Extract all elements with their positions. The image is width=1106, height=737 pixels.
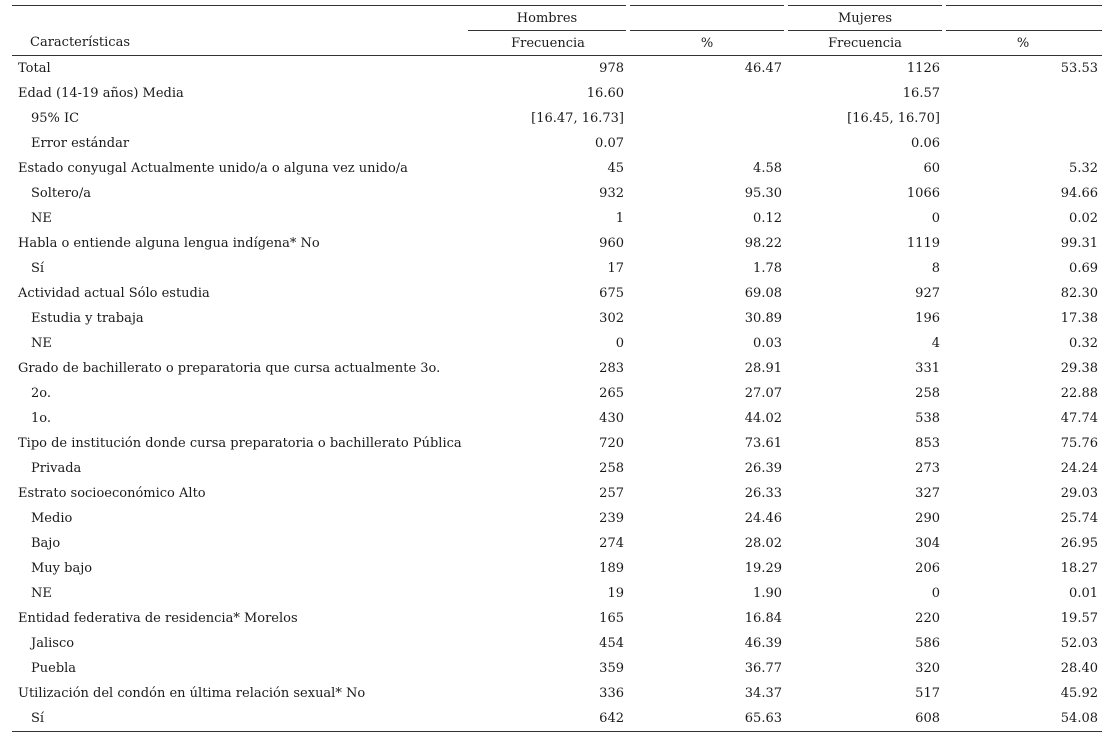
table-row [12, 606, 1102, 631]
table-row [12, 631, 1102, 656]
row-label: Habla o entiende alguna lengua indígena* No [18, 236, 320, 251]
mujeres-porcentaje-cell: 52.03 [1060, 636, 1098, 651]
mujeres-porcentaje-cell [944, 131, 1102, 156]
header-pct-hombres: % [628, 31, 786, 56]
hombres-frecuencia-cell: 265 [599, 386, 624, 401]
header-group-row [12, 6, 1102, 31]
mujeres-porcentaje-cell: 26.95 [1060, 536, 1098, 551]
mujeres-porcentaje-cell: 0.69 [1069, 261, 1098, 276]
mujeres-porcentaje-cell: 54.08 [944, 706, 1102, 732]
mujeres-porcentaje-cell: 19.57 [1060, 611, 1098, 626]
table-body [12, 56, 1102, 732]
mujeres-porcentaje-cell: 0.01 [1069, 586, 1098, 601]
mujeres-porcentaje-cell: 28.40 [1060, 661, 1098, 676]
hombres-frecuencia-cell: 336 [599, 686, 624, 701]
mujeres-porcentaje-cell: 29.38 [1060, 361, 1098, 376]
header-pct-mujeres: % [944, 31, 1102, 56]
mujeres-frecuencia-cell: 16.57 [902, 86, 940, 101]
mujeres-porcentaje-cell [944, 106, 1102, 131]
mujeres-porcentaje-cell: 17.38 [1060, 311, 1098, 326]
header-blank [12, 6, 468, 31]
mujeres-porcentaje-cell: 75.76 [1060, 436, 1098, 451]
mujeres-porcentaje-cell: 0.02 [1069, 211, 1098, 226]
table-row [12, 356, 1102, 381]
header-group-blank-2 [944, 6, 1102, 31]
hombres-porcentaje-cell: 4.58 [753, 161, 782, 176]
row-label: Jalisco [31, 636, 75, 651]
hombres-frecuencia-cell: [16.47, 16.73] [531, 111, 624, 126]
hombres-frecuencia-cell: 258 [599, 461, 624, 476]
hombres-porcentaje-cell: 44.02 [744, 411, 782, 426]
mujeres-frecuencia-cell: 853 [915, 436, 940, 451]
mujeres-frecuencia-cell: 320 [915, 661, 940, 676]
table-row [12, 231, 1102, 256]
data-table [12, 5, 1102, 732]
mujeres-frecuencia-cell: 206 [915, 561, 940, 576]
mujeres-porcentaje-cell: 22.88 [1060, 386, 1098, 401]
hombres-porcentaje-cell: 16.84 [744, 611, 782, 626]
table-row [12, 131, 1102, 156]
hombres-porcentaje-cell: 0.03 [753, 336, 782, 351]
table-row [12, 181, 1102, 206]
header-column-row [12, 31, 1102, 56]
row-label: NE [31, 211, 52, 226]
hombres-frecuencia-cell: 0 [615, 336, 624, 351]
mujeres-porcentaje-cell: 82.30 [1060, 286, 1098, 301]
hombres-frecuencia-cell: 17 [607, 261, 624, 276]
table-row [12, 281, 1102, 306]
hombres-frecuencia-cell: 302 [599, 311, 624, 326]
row-label: Tipo de institución donde cursa preparatoria o bachillerato Pública [18, 436, 462, 451]
hombres-porcentaje-cell: 34.37 [744, 686, 782, 701]
mujeres-frecuencia-cell: 4 [931, 336, 940, 351]
mujeres-porcentaje-cell: 29.03 [1060, 486, 1098, 501]
hombres-frecuencia-cell: 0.07 [595, 136, 624, 151]
hombres-porcentaje-cell: 26.33 [744, 486, 782, 501]
mujeres-frecuencia-cell: 331 [915, 361, 940, 376]
mujeres-frecuencia-cell: 290 [915, 511, 940, 526]
mujeres-porcentaje-cell: 99.31 [1060, 236, 1098, 251]
row-label: Privada [31, 461, 82, 476]
row-label: Entidad federativa de residencia* Morelos [18, 611, 298, 626]
hombres-porcentaje-cell [628, 106, 786, 131]
hombres-porcentaje-cell: 46.39 [744, 636, 782, 651]
hombres-porcentaje-cell: 28.91 [744, 361, 782, 376]
hombres-frecuencia-cell: 16.60 [586, 86, 624, 101]
header-group-blank-1 [628, 6, 786, 31]
row-label: Bajo [31, 536, 61, 551]
header-group-hombres: Hombres [468, 6, 628, 31]
row-label: Edad (14-19 años) Media [18, 86, 184, 101]
mujeres-frecuencia-cell: 927 [915, 286, 940, 301]
table-row [12, 581, 1102, 606]
table-row [12, 331, 1102, 356]
table-row [12, 56, 1102, 82]
table-row [12, 706, 1102, 732]
table-row [12, 656, 1102, 681]
row-label: 1o. [31, 411, 52, 426]
table-row [12, 81, 1102, 106]
table-row [12, 106, 1102, 131]
mujeres-frecuencia-cell: 327 [915, 486, 940, 501]
table-row [12, 431, 1102, 456]
mujeres-frecuencia-cell: 220 [915, 611, 940, 626]
hombres-frecuencia-cell: 642 [468, 706, 628, 732]
mujeres-frecuencia-cell: 0 [931, 586, 940, 601]
hombres-porcentaje-cell: 24.46 [744, 511, 782, 526]
table-row [12, 306, 1102, 331]
hombres-frecuencia-cell: 283 [599, 361, 624, 376]
hombres-porcentaje-cell: 1.90 [753, 586, 782, 601]
mujeres-frecuencia-cell: 0.06 [911, 136, 940, 151]
hombres-porcentaje-cell [628, 81, 786, 106]
mujeres-frecuencia-cell: 258 [915, 386, 940, 401]
hombres-porcentaje-cell: 65.63 [628, 706, 786, 732]
row-label: Grado de bachillerato o preparatoria que cursa actualmente 3o. [18, 361, 441, 376]
table-row [12, 481, 1102, 506]
hombres-frecuencia-cell: 960 [599, 236, 624, 251]
table-row [12, 206, 1102, 231]
row-label: Medio [31, 511, 73, 526]
row-label: Error estándar [31, 136, 130, 151]
hombres-porcentaje-cell: 0.12 [753, 211, 782, 226]
row-label: Estado conyugal Actualmente unido/a o alguna vez unido/a [18, 161, 408, 176]
hombres-frecuencia-cell: 189 [599, 561, 624, 576]
mujeres-frecuencia-cell: 1066 [906, 186, 940, 201]
hombres-frecuencia-cell: 675 [599, 286, 624, 301]
header-caracteristicas: Características [12, 31, 468, 56]
mujeres-porcentaje-cell [944, 81, 1102, 106]
hombres-porcentaje-cell: 95.30 [744, 186, 782, 201]
hombres-porcentaje-cell: 27.07 [744, 386, 782, 401]
mujeres-frecuencia-cell: 517 [915, 686, 940, 701]
hombres-porcentaje-cell: 30.89 [744, 311, 782, 326]
hombres-frecuencia-cell: 359 [599, 661, 624, 676]
row-label: Puebla [31, 661, 77, 676]
table-row [12, 156, 1102, 181]
table-row [12, 406, 1102, 431]
row-label: Total [18, 61, 51, 76]
hombres-porcentaje-cell: 98.22 [744, 236, 782, 251]
hombres-porcentaje-cell [628, 131, 786, 156]
row-label: Muy bajo [31, 561, 93, 576]
row-label: Estrato socioeconómico Alto [18, 486, 206, 501]
mujeres-frecuencia-cell: 60 [923, 161, 940, 176]
mujeres-frecuencia-cell: 273 [915, 461, 940, 476]
mujeres-frecuencia-cell: 0 [931, 211, 940, 226]
mujeres-porcentaje-cell: 94.66 [1060, 186, 1098, 201]
mujeres-frecuencia-cell: 8 [931, 261, 940, 276]
hombres-frecuencia-cell: 19 [607, 586, 624, 601]
row-label: Actividad actual Sólo estudia [18, 286, 210, 301]
table-row [12, 256, 1102, 281]
mujeres-porcentaje-cell: 0.32 [1069, 336, 1098, 351]
mujeres-porcentaje-cell: 24.24 [1060, 461, 1098, 476]
table-row [12, 531, 1102, 556]
mujeres-porcentaje-cell: 53.53 [1060, 61, 1098, 76]
mujeres-frecuencia-cell: 608 [786, 706, 944, 732]
hombres-frecuencia-cell: 978 [599, 61, 624, 76]
mujeres-porcentaje-cell: 25.74 [1060, 511, 1098, 526]
mujeres-frecuencia-cell: 1119 [906, 236, 940, 251]
hombres-porcentaje-cell: 26.39 [744, 461, 782, 476]
hombres-porcentaje-cell: 73.61 [744, 436, 782, 451]
table-row [12, 506, 1102, 531]
row-label: 95% IC [31, 111, 80, 126]
row-label: Soltero/a [31, 186, 91, 201]
row-label: Sí [12, 706, 468, 732]
hombres-frecuencia-cell: 257 [599, 486, 624, 501]
header-frecuencia-hombres: Frecuencia [468, 31, 628, 56]
hombres-frecuencia-cell: 274 [599, 536, 624, 551]
row-label: Estudia y trabaja [31, 311, 144, 326]
mujeres-porcentaje-cell: 5.32 [1069, 161, 1098, 176]
table-row [12, 681, 1102, 706]
mujeres-porcentaje-cell: 47.74 [1060, 411, 1098, 426]
table-header [12, 6, 1102, 56]
hombres-frecuencia-cell: 454 [599, 636, 624, 651]
hombres-porcentaje-cell: 36.77 [744, 661, 782, 676]
mujeres-frecuencia-cell: 586 [915, 636, 940, 651]
hombres-porcentaje-cell: 69.08 [744, 286, 782, 301]
mujeres-porcentaje-cell: 45.92 [1060, 686, 1098, 701]
mujeres-frecuencia-cell: 538 [915, 411, 940, 426]
hombres-porcentaje-cell: 1.78 [753, 261, 782, 276]
hombres-frecuencia-cell: 239 [599, 511, 624, 526]
hombres-frecuencia-cell: 45 [607, 161, 624, 176]
mujeres-porcentaje-cell: 18.27 [1060, 561, 1098, 576]
hombres-frecuencia-cell: 1 [615, 211, 624, 226]
hombres-frecuencia-cell: 720 [599, 436, 624, 451]
hombres-frecuencia-cell: 165 [599, 611, 624, 626]
hombres-porcentaje-cell: 46.47 [744, 61, 782, 76]
hombres-porcentaje-cell: 19.29 [744, 561, 782, 576]
row-label: Utilización del condón en última relación sexual* No [18, 686, 366, 701]
mujeres-frecuencia-cell: 304 [915, 536, 940, 551]
row-label: NE [31, 586, 52, 601]
hombres-frecuencia-cell: 430 [599, 411, 624, 426]
table-row [12, 556, 1102, 581]
header-group-mujeres: Mujeres [786, 6, 944, 31]
table-row [12, 456, 1102, 481]
hombres-porcentaje-cell: 28.02 [744, 536, 782, 551]
mujeres-frecuencia-cell: [16.45, 16.70] [847, 111, 940, 126]
mujeres-frecuencia-cell: 196 [915, 311, 940, 326]
row-label: NE [31, 336, 52, 351]
row-label: 2o. [31, 386, 52, 401]
header-frecuencia-mujeres: Frecuencia [786, 31, 944, 56]
row-label: Sí [31, 261, 45, 276]
hombres-frecuencia-cell: 932 [599, 186, 624, 201]
mujeres-frecuencia-cell: 1126 [906, 61, 940, 76]
table-row [12, 381, 1102, 406]
